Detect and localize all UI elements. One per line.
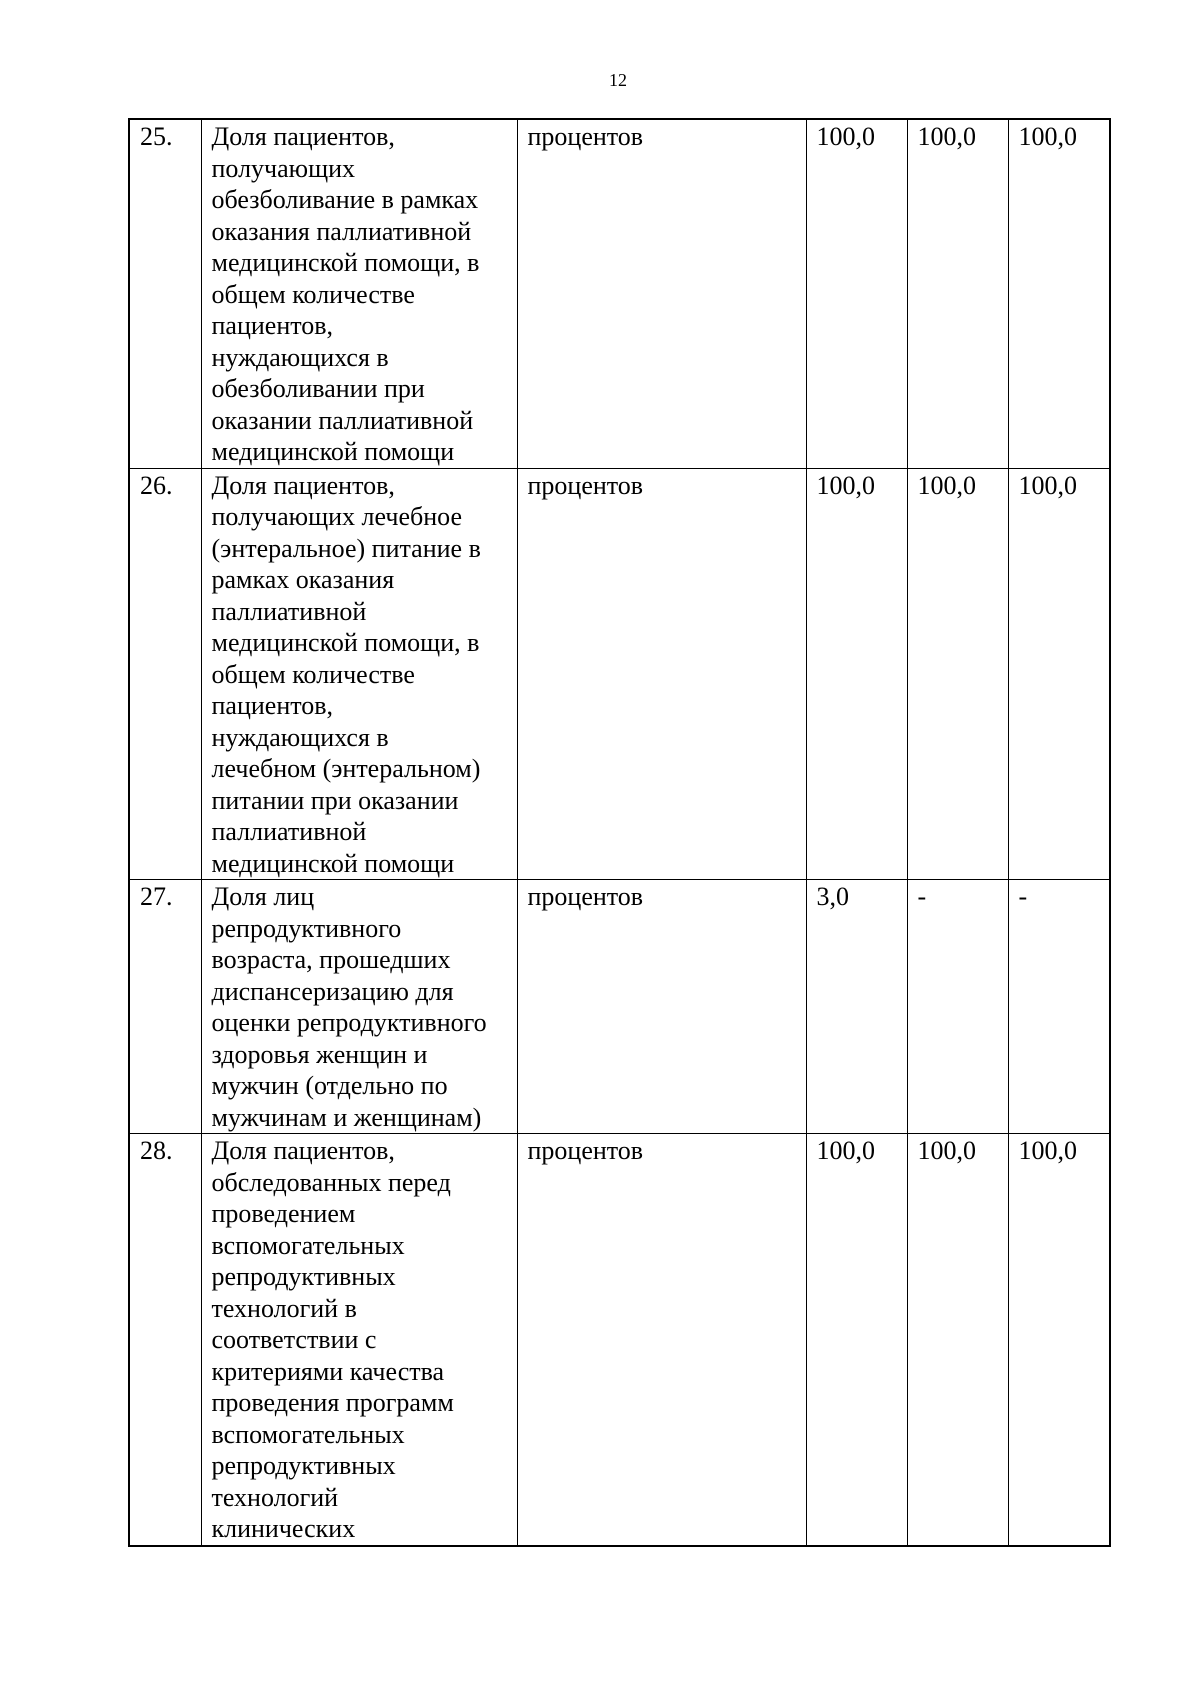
table-row <box>129 1134 1110 1546</box>
row-number: 25. <box>129 119 201 468</box>
table-row <box>129 880 1110 1134</box>
unit-cell: процентов <box>517 1134 806 1546</box>
value-cell: 100,0 <box>806 1134 907 1546</box>
indicator-description: Доля пациентов, обследованных перед проведением вспомогательных репродуктивных технологий в соответствии с критериями качества проведения программ вспомогательных репродуктивных технологий клинических <box>201 1134 517 1546</box>
row-number: 27. <box>129 880 201 1134</box>
value-cell: 100,0 <box>806 468 907 880</box>
value-cell: 100,0 <box>1008 1134 1110 1546</box>
indicator-description: Доля пациентов, получающих лечебное (энтеральное) питание в рамках оказания паллиативной медицинской помощи, в общем количестве пациентов, нуждающихся в лечебном (энтеральном) питании при оказании паллиативной медицинской помощи <box>201 468 517 880</box>
indicators-table <box>128 118 1111 1547</box>
value-cell: 100,0 <box>907 1134 1008 1546</box>
row-number: 26. <box>129 468 201 880</box>
page-number: 12 <box>609 70 627 90</box>
value-cell: 100,0 <box>1008 468 1110 880</box>
unit-cell: процентов <box>517 880 806 1134</box>
value-cell: - <box>1008 880 1110 1134</box>
row-number: 28. <box>129 1134 201 1546</box>
indicator-description: Доля лиц репродуктивного возраста, прошедших диспансеризацию для оценки репродуктивного здоровья женщин и мужчин (отдельно по мужчинам и женщинам) <box>201 880 517 1134</box>
table-row <box>129 468 1110 880</box>
unit-cell: процентов <box>517 119 806 468</box>
value-cell: 100,0 <box>1008 119 1110 468</box>
value-cell: 100,0 <box>907 468 1008 880</box>
table-row <box>129 119 1110 468</box>
value-cell: - <box>907 880 1008 1134</box>
value-cell: 100,0 <box>907 119 1008 468</box>
value-cell: 100,0 <box>806 119 907 468</box>
indicator-description: Доля пациентов, получающих обезболивание в рамках оказания паллиативной медицинской помощи, в общем количестве пациентов, нуждающихся в обезболивании при оказании паллиативной медицинской помощи <box>201 119 517 468</box>
value-cell: 3,0 <box>806 880 907 1134</box>
unit-cell: процентов <box>517 468 806 880</box>
